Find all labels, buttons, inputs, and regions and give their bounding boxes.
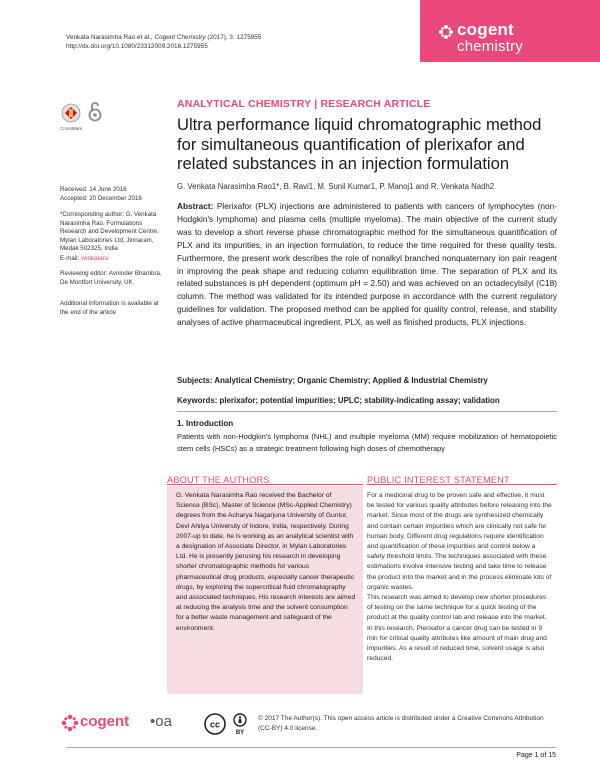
about-divider <box>167 484 363 485</box>
section-label: ANALYTICAL CHEMISTRY | RESEARCH ARTICLE <box>177 98 431 110</box>
about-authors-heading: ABOUT THE AUTHORS <box>167 475 270 485</box>
footer-divider <box>66 747 556 748</box>
email-line <box>60 255 168 264</box>
footer-brand-oa: oa <box>155 713 172 730</box>
citation-journal: Cogent Chemistry <box>154 34 206 41</box>
page-header <box>0 0 600 62</box>
public-interest-para-1: For a medicinal drug to be proven safe and effective, it must be tested for various quality attributes before releasing into the market. Since most of the drugs are synthesized chemically and contain certain impurities which are clinically not safe for human body. Different drug regulations require identification and quantification of these impurities and control below a safety threshold limits. The techniques associated with these estimations involve intensive testing and take time to release the product into the market and in the process eliminate lots of organic wastes. <box>367 492 552 591</box>
public-interest-heading: PUBLIC INTEREST STATEMENT <box>367 475 510 485</box>
subjects-line: Subjects: Analytical Chemistry; Organic Chemistry; Applied & Industrial Chemistry <box>177 376 488 385</box>
crossmark-icon[interactable] <box>60 103 82 133</box>
brand-separator-dot: • <box>150 713 156 730</box>
accepted-date: Accepted: 20 December 2016 <box>60 194 142 202</box>
email-prefix: E-mail: <box>60 255 80 262</box>
page-number: Page 1 of 15 <box>516 752 556 759</box>
footer-brand-suffix <box>150 713 172 730</box>
author-list: G. Venkata Narasimha Rao1*, B. Ravi1, M. Sunil Kumar1, P. Manoj1 and R. Venkata Nadh2 <box>177 182 495 191</box>
license-text: © 2017 The Author(s). This open access article is distributed under a Creative Commons Attribution (CC-BY) 4.0 license. <box>258 715 544 732</box>
doi-link[interactable]: http://dx.doi.org/10.1080/23312009.2016.1275955 <box>66 43 208 50</box>
email-link[interactable]: venkatara <box>81 255 109 262</box>
abstract <box>177 200 557 329</box>
article-title: Ultra performance liquid chromatographic method for simultaneous quantification of plerixafor and related substances in an injection formulation <box>177 115 542 173</box>
intro-heading: 1. Introduction <box>177 419 234 428</box>
open-access-lock-icon <box>88 101 102 123</box>
corresponding-author: *Corresponding author: G. Venkata Narasimha Rao, Formulations Research and Development Centre, Mylan Laboratories Ltd, Jinnaram, Medak 502325, India <box>60 211 159 253</box>
reviewing-editor: Reviewing editor: Avninder Bhambra, De Montfort University, UK <box>60 270 162 286</box>
intro-text: Patients with non-Hodgkin's lymphoma (NHL) and multiple myeloma (MM) require mobilization of hematopoietic stem cells (HSCs) as a strategic treatment following high doses of chemotherapy <box>177 432 557 453</box>
section-divider <box>177 411 557 412</box>
footer-brand: cogent <box>80 713 130 730</box>
public-interest-para-2: This research was aimed to develop new shorter procedures of testing on the same technique for a quick testing of the product at the quality control lab and release into the market. In this research, Plerixafor a cancer drug can be tested in 9 min for critical quality attributes like amount of main drug and impurities. As a result of reduced time, solvent usage is also reduced. <box>367 594 547 663</box>
received-date: Received: 14 June 2016 <box>60 186 127 193</box>
citation-volume: (2017), 3: 1275955 <box>207 34 262 41</box>
about-authors-text: G. Venkata Narasimha Rao received the Bachelor of Science (BSc), Master of Science (MSc-Applied Chemistry) degrees from the Acharya Nagarjuna University of Guntur, Devi Ahilya University of Indore, India, respectively. During 2007-up to date, he is working as an analytical scientist with a designation of Associate Director, in Mylan Laboratories Ltd. He is presently perusing his research in developing shorter chromatographic methods for various pharmaceutical drug products, especially cancer therapeutic drugs, by exploring the supercritical fluid chromatography and associated techniques. His research interests are aimed at reducing the analysis time and the solvent consumption for a better waste management and safeguard of the environment. <box>176 492 356 632</box>
svg-text:cc: cc <box>209 719 221 730</box>
abstract-text: Plerixafor (PLX) injections are administered to patients with cancers of lymphocytes (non-Hodgkin's lymphoma) and plasma cells (multiple myeloma). The main objective of the current study was to develop a short reverse phase chromatographic method for the simultaneous quantification of PLX and its impurities, in an injection formulation, to reduce the time required for these quality tests. Furthermore, the present work describes the role of nonalkyl branched nonquaternary ion pair reagent in improving the peak shape and reducing column equilibration time. The separation of PLX and its related substances is pH dependent (optimum pH = 2.50) and was achieved on an octadecylsilyl (C18) column. The method was validated for its intended purpose in accordance with the current regulatory guidelines for validation. The proposed method can be applied for quality control, release, and stability analyses of active pharmaceutical ingredient, PLX, as well as finished products, PLX injections. <box>177 201 557 328</box>
keywords-line: Keywords: plerixafor; potential impurities; UPLC; stability-indicating assay; validation <box>177 396 500 405</box>
public-interest-text <box>367 491 553 664</box>
crossmark-label: CrossMark <box>60 126 82 131</box>
abstract-label: Abstract: <box>177 201 214 211</box>
citation-author: Venkata Narasimha Rao et al., <box>66 34 153 41</box>
logo-word-cogent: cogent <box>457 20 514 39</box>
public-interest-divider <box>367 484 557 485</box>
cc-by-icon[interactable] <box>204 712 254 736</box>
logo-word-chemistry: chemistry <box>457 38 523 55</box>
cogent-flower-icon <box>438 24 454 40</box>
dates-block <box>60 186 168 203</box>
cc-by-label: BY <box>235 730 245 736</box>
additional-info: Additional information is available at the end of the article <box>60 300 159 316</box>
cogent-oa-flower-icon <box>60 711 80 735</box>
cogent-chemistry-logo <box>420 0 600 62</box>
citation-block <box>66 33 261 51</box>
